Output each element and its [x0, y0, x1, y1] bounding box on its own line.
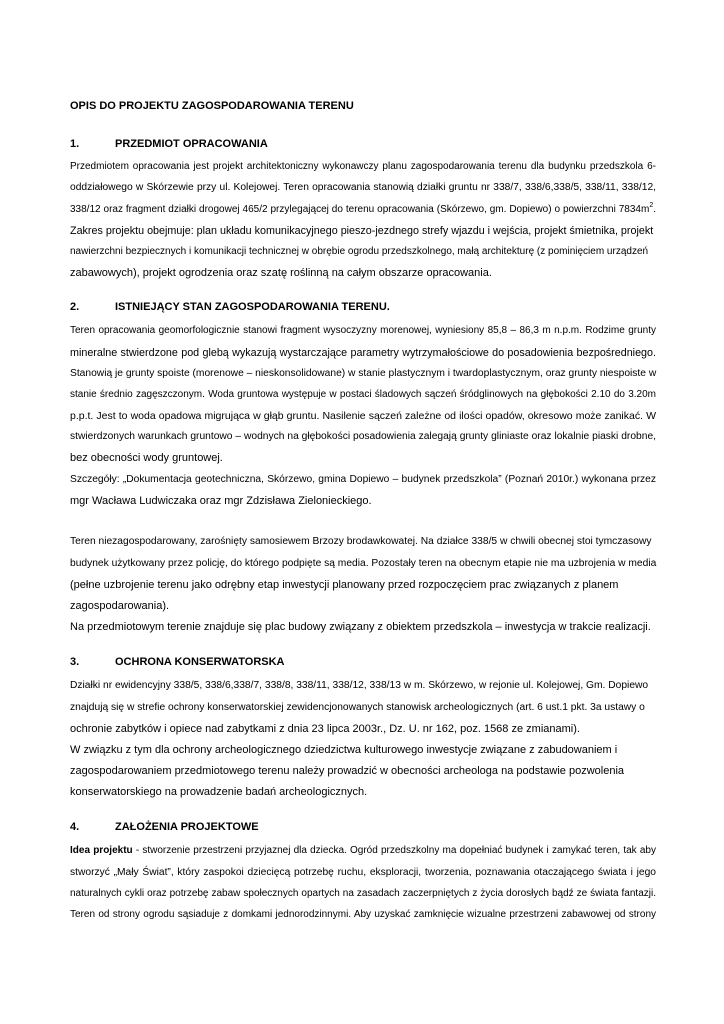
section-2-para2-line-3: (pełne uzbrojenie terenu jako odrębny etap inwestycji planowany przed rozpoczęciem prac związanych z planem	[70, 579, 619, 591]
section-2-line-8: Szczegóły: „Dokumentacja geotechniczna, Skórzewo, gmina Dopiewo – budynek przedszkola” (Poznań 2010r.) wykonana przez	[70, 474, 656, 485]
section-3-line-1: Działki nr ewidencyjny 338/5, 338/6,338/7, 338/8, 338/11, 338/12, 338/13 w m. Skórzewo, w rejonie ul. Kolejowej, Gm. Dopiewo	[70, 680, 649, 691]
section-1-line-2: oddziałowego w Skórzewie przy ul. Kolejowej. Teren opracowania stanowią działki gruntu nr 338/7, 338/6,338/5, 338/11, 338/12,	[70, 182, 656, 193]
section-3-line-2: znajdują się w strefie ochrony konserwatorskiej zewidencjonowanych stanowisk archeologicznych (art. 6 ust.1 pkt. 3a ustawy o	[70, 702, 645, 713]
section-2-line-4: stanie średnio zagęszczonym. Woda gruntowa występuje w postaci śladowych sączeń śródglinowych na głębokości 2.10 do 3.20m	[70, 389, 656, 400]
section-3-line-4: W związku z tym dla ochrony archeologicznego dziedzictwa kulturowego inwestycje związane z zabudowaniem i	[70, 744, 618, 756]
section-4-number: 4.	[70, 821, 80, 833]
section-3-heading: OCHRONA KONSERWATORSKA	[115, 656, 285, 668]
section-2-line-5: p.p.t. Jest to woda opadowa migrująca w głąb gruntu. Nasilenie sączeń zależne od ilości opadów, okresowo może zanikać. W	[70, 410, 656, 422]
section-1-line-3: 338/12 oraz fragment działki drogowej 465/2 przylegającej do terenu opracowania (Skórzewo, gm. Dopiewo) o powierzchni $7834m^2$.	[70, 202, 656, 215]
superscript-2: 2	[649, 202, 654, 209]
section-4-line-3: naturalnych cykli oraz potrzebę zabaw społecznych opartych na zasadach zaczerpniętych z życia dorosłych bądź ze świata fantazji.	[70, 888, 656, 899]
section-2-line-6: stwierdzonych warunkach gruntowo – wodnych na głębokości posadowienia zalegają grunty gliniaste oraz lokalnie piaski drobne,	[70, 431, 656, 442]
section-1-line-6: zabawowych), projekt ogrodzenia oraz szatę roślinną na całym obszarze opracowania.	[70, 267, 492, 279]
section-2-line-1: Teren opracowania geomorfologicznie stanowi fragment wysoczyzny morenowej, wyniesiony 85,8 – 86,3 m n.p.m. Rodzime grunty	[70, 325, 656, 336]
section-2-para2-line-2: budynek użytkowany przez policję, do którego podpięte są media. Pozostały teren na obecnym etapie nie ma uzbrojenia w media	[70, 558, 657, 569]
section-2-para2-line-4: zagospodarowania).	[70, 600, 170, 612]
section-3-line-6: konserwatorskiego na prowadzenie badań archeologicznych.	[70, 786, 368, 798]
document-title: OPIS DO PROJEKTU ZAGOSPODAROWANIA TERENU	[70, 100, 354, 112]
section-4-line-2: stworzyć „Mały Świat”, który zaspokoi dziecięcą potrzebę ruchu, eksploracji, tworzenia, poznawania otaczającego świata i jego	[70, 867, 656, 878]
section-2-line-7: bez obecności wody gruntowej.	[70, 452, 223, 464]
section-2-heading: ISTNIEJĄCY STAN ZAGOSPODAROWANIA TERENU.	[115, 301, 390, 313]
section-1-number: 1.	[70, 138, 80, 150]
section-2-line-2: mineralne stwierdzone pod glebą wykazują wystarczające parametry wytrzymałościowe do posadowienia bezpośredniego.	[70, 347, 656, 359]
section-1-heading: PRZEDMIOT OPRACOWANIA	[115, 138, 268, 150]
section-4-line-4: Teren od strony ogrodu sąsiaduje z domkami jednorodzinnymi. Aby uzyskać zamknięcie wizualne przestrzeni zabawowej od strony	[70, 909, 656, 920]
section-4-heading: ZAŁOŻENIA PROJEKTOWE	[115, 821, 259, 833]
section-3-number: 3.	[70, 656, 80, 668]
section-2-para2-line-1: Teren niezagospodarowany, zarośnięty samosiewem Brzozy brodawkowatej. Na działce 338/5 w chwili obecnej stoi tymczasowy	[70, 536, 652, 547]
section-4-line-1: Idea projektu - stworzenie przestrzeni przyjaznej dla dziecka. Ogród przedszkolny ma dopełniać budynek i zamykać teren, tak aby	[70, 845, 656, 856]
section-1-line-5: nawierzchni bezpiecznych i komunikacji technicznej w obrębie ogrodu przedszkolnego, małą architekturę (z pominięciem urządzeń	[70, 246, 649, 257]
section-2-line-9: mgr Wacława Ludwiczaka oraz mgr Zdzisława Zielonieckiego.	[70, 495, 372, 507]
section-3-line-5: zagospodarowaniem przedmiotowego terenu należy prowadzić w obecności archeologa na podstawie pozwolenia	[70, 765, 625, 777]
section-1-line-1: Przedmiotem opracowania jest projekt architektoniczny wykonawczy planu zagospodarowania terenu dla budynku przedszkola 6-	[70, 161, 656, 172]
section-3-line-3: ochronie zabytków i opiece nad zabytkami z dnia 23 lipca 2003r., Dz. U. nr 162, poz. 1568 ze zmianami).	[70, 723, 580, 735]
idea-label: Idea projektu	[70, 845, 133, 856]
section-1-line-4: Zakres projektu obejmuje: plan układu komunikacyjnego pieszo-jezdnego strefy wjazdu i wejścia, projekt śmietnika, projekt	[70, 225, 654, 237]
section-2-line-3: Stanowią je grunty spoiste (morenowe – nieskonsolidowane) w stanie plastycznym i twardoplastycznym, oraz grunty niespoiste w	[70, 368, 657, 379]
section-2-para2-line-5: Na przedmiotowym terenie znajduje się plac budowy związany z obiektem przedszkola – inwestycja w trakcie realizacji.	[70, 621, 651, 633]
section-2-number: 2.	[70, 301, 80, 313]
